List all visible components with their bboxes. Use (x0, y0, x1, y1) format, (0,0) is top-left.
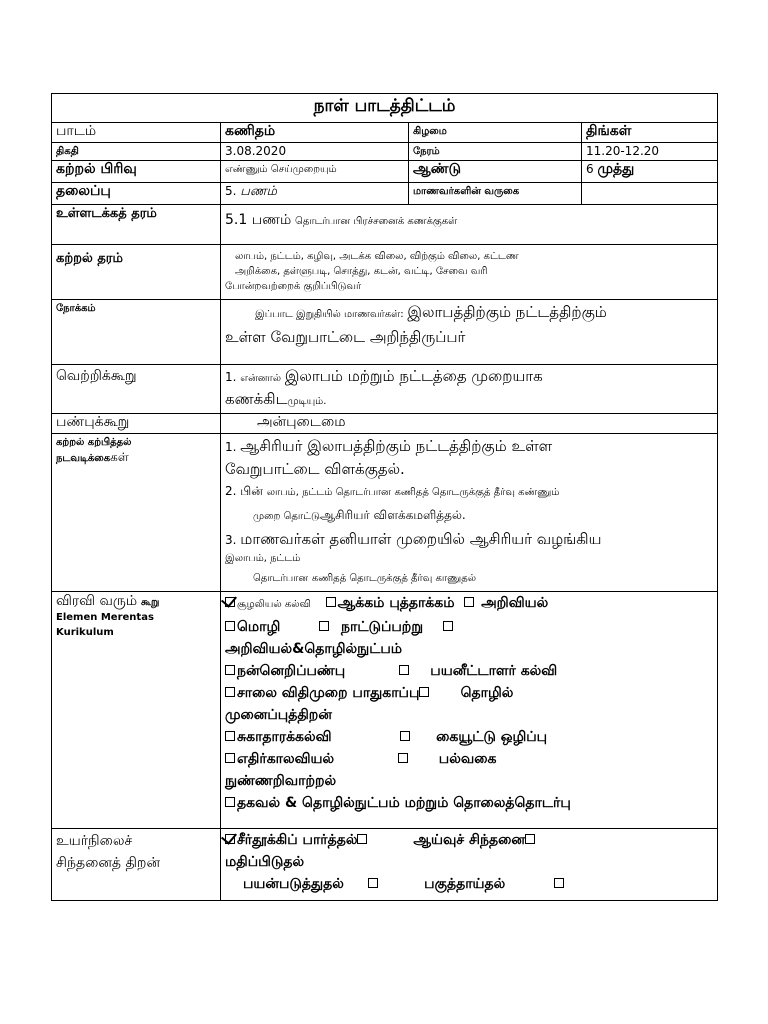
class-name: முத்து (597, 161, 635, 177)
value-text: அன்புடைமை (221, 414, 718, 434)
hots-label (52, 829, 221, 901)
success-big-2: கணக்கிட (225, 390, 288, 408)
checkbox-patriotism[interactable] (319, 621, 329, 631)
topic-text: பணம் (240, 184, 277, 199)
learning-standard-value (221, 245, 718, 300)
learning-area-label: கற்றல் பிரிவு (52, 161, 221, 183)
objective-value (221, 300, 718, 365)
hots-value (221, 829, 718, 901)
el-anti-corruption: கையூட்டு ஒழிப்பு (436, 729, 548, 745)
success-small-2: முடியும். (287, 396, 327, 407)
activities-label-1: கற்றல் கற்பித்தல் (56, 437, 132, 448)
activities-label-3: கள் (110, 450, 129, 464)
learning-area-value: எண்ணும் செய்முறையும் (221, 161, 409, 183)
activities-value (221, 434, 718, 592)
time-value: 11.20-12.20 (582, 143, 718, 161)
el-road-safety: சாலை விதிமுறை பாதுகாப்பு (237, 685, 420, 701)
checkbox-futures[interactable] (225, 753, 235, 763)
day-value: திங்கள் (582, 123, 718, 143)
objective-prefix: இப்பாட இறுதியில் மாணவர்கள்: (255, 309, 404, 320)
objective-text-2: உள்ள வேறுபாட்டை அறிந்திருப்பர் (225, 328, 466, 346)
subject-value: கணிதம் (221, 123, 409, 143)
date-value: 3.08.2020 (221, 143, 409, 161)
el-consumer: பயனீட்டாளர் கல்வி (430, 663, 558, 679)
content-standard-number: 5.1 பணம் (225, 212, 292, 228)
hots-observe: சீர்தூக்கிப் பார்த்தல் (237, 832, 358, 848)
checkbox-science[interactable] (464, 597, 474, 607)
elements-value (221, 592, 718, 829)
elements-label (52, 592, 221, 829)
topic-value (221, 183, 409, 205)
checkbox-ict[interactable] (225, 797, 235, 807)
el-entrepreneur-2: முனைப்புத்திறன் (225, 707, 332, 723)
day-label: கிழமை (409, 123, 582, 143)
checkbox-creativity[interactable] (326, 597, 336, 607)
elements-label-big: விரவி வரும் (56, 593, 138, 609)
el-entrepreneur-1: தொழில் (460, 685, 514, 701)
learning-standard-line-1: லாபம், நட்டம், கழிவு, அடக்க விலை, விற்கும் விலை, கட்டண (235, 251, 519, 262)
year-label: ஆண்டு (409, 161, 582, 183)
checkbox-road-safety[interactable] (225, 687, 235, 697)
checkbox-consumer[interactable] (399, 665, 409, 675)
checkbox-science-tech[interactable] (443, 621, 453, 631)
checkbox-moral[interactable] (225, 665, 235, 675)
el-futures: எதிர்காலவியல் (237, 751, 335, 767)
checkbox-health[interactable] (225, 731, 235, 741)
content-standard-label: உள்ளடக்கத் தரம் (52, 205, 221, 245)
activity-2-line-2-big: ஆசிரியர் விளக்கமளித்தல். (319, 508, 466, 522)
hots-synthesise: பகுத்தாய்தல் (424, 876, 506, 892)
elements-label-en-2: Kurikulum (56, 627, 114, 638)
attendance-value (582, 183, 718, 205)
activity-2-small-1: லாபம், நட்டம் தொடர்பான (266, 487, 391, 498)
el-multiple-1: பல்வகை (438, 751, 497, 767)
date-label: திகதி (52, 143, 221, 161)
checkbox-language[interactable] (225, 621, 235, 631)
el-env: சூழலியல் கல்வி (237, 599, 311, 610)
year-value (582, 161, 718, 183)
hots-label-2: சிந்தனைத் திறன் (56, 855, 161, 871)
attendance-label: மாணவர்களின் வருகை (409, 183, 582, 205)
learning-standard-label: கற்றல் தரம் (52, 245, 221, 300)
activity-3-line-1: மாணவர்கள் தனியாள் முறையில் ஆசிரியர் வழங்கிய (240, 530, 602, 548)
objective-label: நோக்கம் (52, 300, 221, 365)
el-ict: தகவல் & தொழில்நுட்பம் மற்றும் தொலைத்தொடர்பு (237, 795, 571, 811)
topic-number: 5. (225, 184, 237, 198)
learning-standard-line-3: போன்றவற்றைக் குறிப்பிடுவர் (225, 281, 362, 292)
activities-label (52, 434, 221, 592)
el-moral: நன்னெறிப்பண்பு (237, 663, 346, 679)
learning-standard-line-2: அறிக்கை, தள்ளுபடி, சொத்து, கடன், வட்டி, சேவை வரி (235, 266, 488, 277)
el-patriotism: நாட்டுப்பற்று (341, 619, 424, 635)
value-label: பண்புக்கூறு (52, 414, 221, 434)
elements-label-small: கூறு (141, 597, 160, 608)
elements-label-en-1: Elemen Merentas (56, 612, 154, 623)
lesson-plan-table (51, 93, 718, 901)
activity-3-line-3-small-1: தொடர்பான (253, 573, 309, 584)
checkbox-analyse[interactable] (357, 834, 367, 844)
activity-2-big: பின் (240, 484, 263, 498)
checkbox-apply[interactable] (368, 878, 378, 888)
year-number: 6 (586, 162, 594, 176)
checkbox-observe[interactable] (225, 834, 235, 844)
checkbox-env[interactable] (225, 597, 235, 607)
el-science: அறிவியல் (481, 595, 549, 611)
topic-label: தலைப்பு (52, 183, 221, 205)
success-number: 1. (225, 370, 237, 384)
content-standard-value (221, 205, 718, 245)
hots-label-1: உயர்நிலைச் (56, 833, 133, 849)
hots-analyse: ஆய்வுச் சிந்தனை (413, 832, 525, 848)
activity-2-number: 2. (225, 484, 237, 498)
activity-2-small-2: கணிதத் தொடருக்குத் தீர்வு கண்ணும் (394, 487, 560, 498)
success-big-1: இலாபம் மற்றும் நட்டத்தை முறையாக (284, 367, 543, 385)
el-language: மொழி (237, 619, 281, 635)
el-health: சுகாதாரக்கல்வி (237, 729, 332, 745)
activity-1-line-2: வேறுபாட்டை விளக்குதல். (225, 460, 405, 478)
activities-label-2: நடவடிக்கை (56, 453, 111, 464)
hots-apply: பயன்படுத்துதல் (243, 876, 344, 892)
time-label: நேரம் (409, 143, 582, 161)
hots-evaluate: மதிப்பிடுதல் (225, 854, 305, 870)
activity-1-line-1: ஆசிரியர் இலாபத்திற்கும் நட்டத்திற்கும் உள்ள (240, 437, 553, 455)
content-standard-text: தொடர்பான பிரச்சனைக் கணக்குகள் (295, 216, 458, 227)
checkbox-synthesise[interactable] (554, 878, 564, 888)
page-title: நாள் பாடத்திட்டம் (52, 94, 718, 123)
checkbox-multiple[interactable] (398, 753, 408, 763)
success-criteria-label: வெற்றிக்கூறு (52, 365, 221, 414)
checkbox-anti-corruption[interactable] (400, 731, 410, 741)
checkbox-evaluate[interactable] (525, 834, 535, 844)
activity-3-line-2: இலாபம், நட்டம் (225, 553, 301, 564)
activity-1-number: 1. (225, 440, 237, 454)
subject-label: பாடம் (52, 123, 221, 143)
el-creativity: ஆக்கம் புத்தாக்கம் (337, 595, 455, 611)
el-multiple-2: நுண்ணறிவாற்றல் (225, 773, 337, 789)
el-science-tech: அறிவியல்&தொழில்நுட்பம் (225, 641, 403, 657)
success-criteria-value (221, 365, 718, 414)
objective-text-1: இலாபத்திற்கும் நட்டத்திற்கும் (407, 303, 607, 321)
activity-3-number: 3. (225, 533, 237, 547)
checkbox-entrepreneur[interactable] (419, 687, 429, 697)
activity-2-line-2-small: முறை தொட்டு (253, 511, 320, 522)
success-small-1: என்னால் (240, 373, 282, 384)
activity-3-line-3-small-2: கணிதத் தொடருக்குத் தீர்வு காணுதல் (311, 573, 477, 584)
